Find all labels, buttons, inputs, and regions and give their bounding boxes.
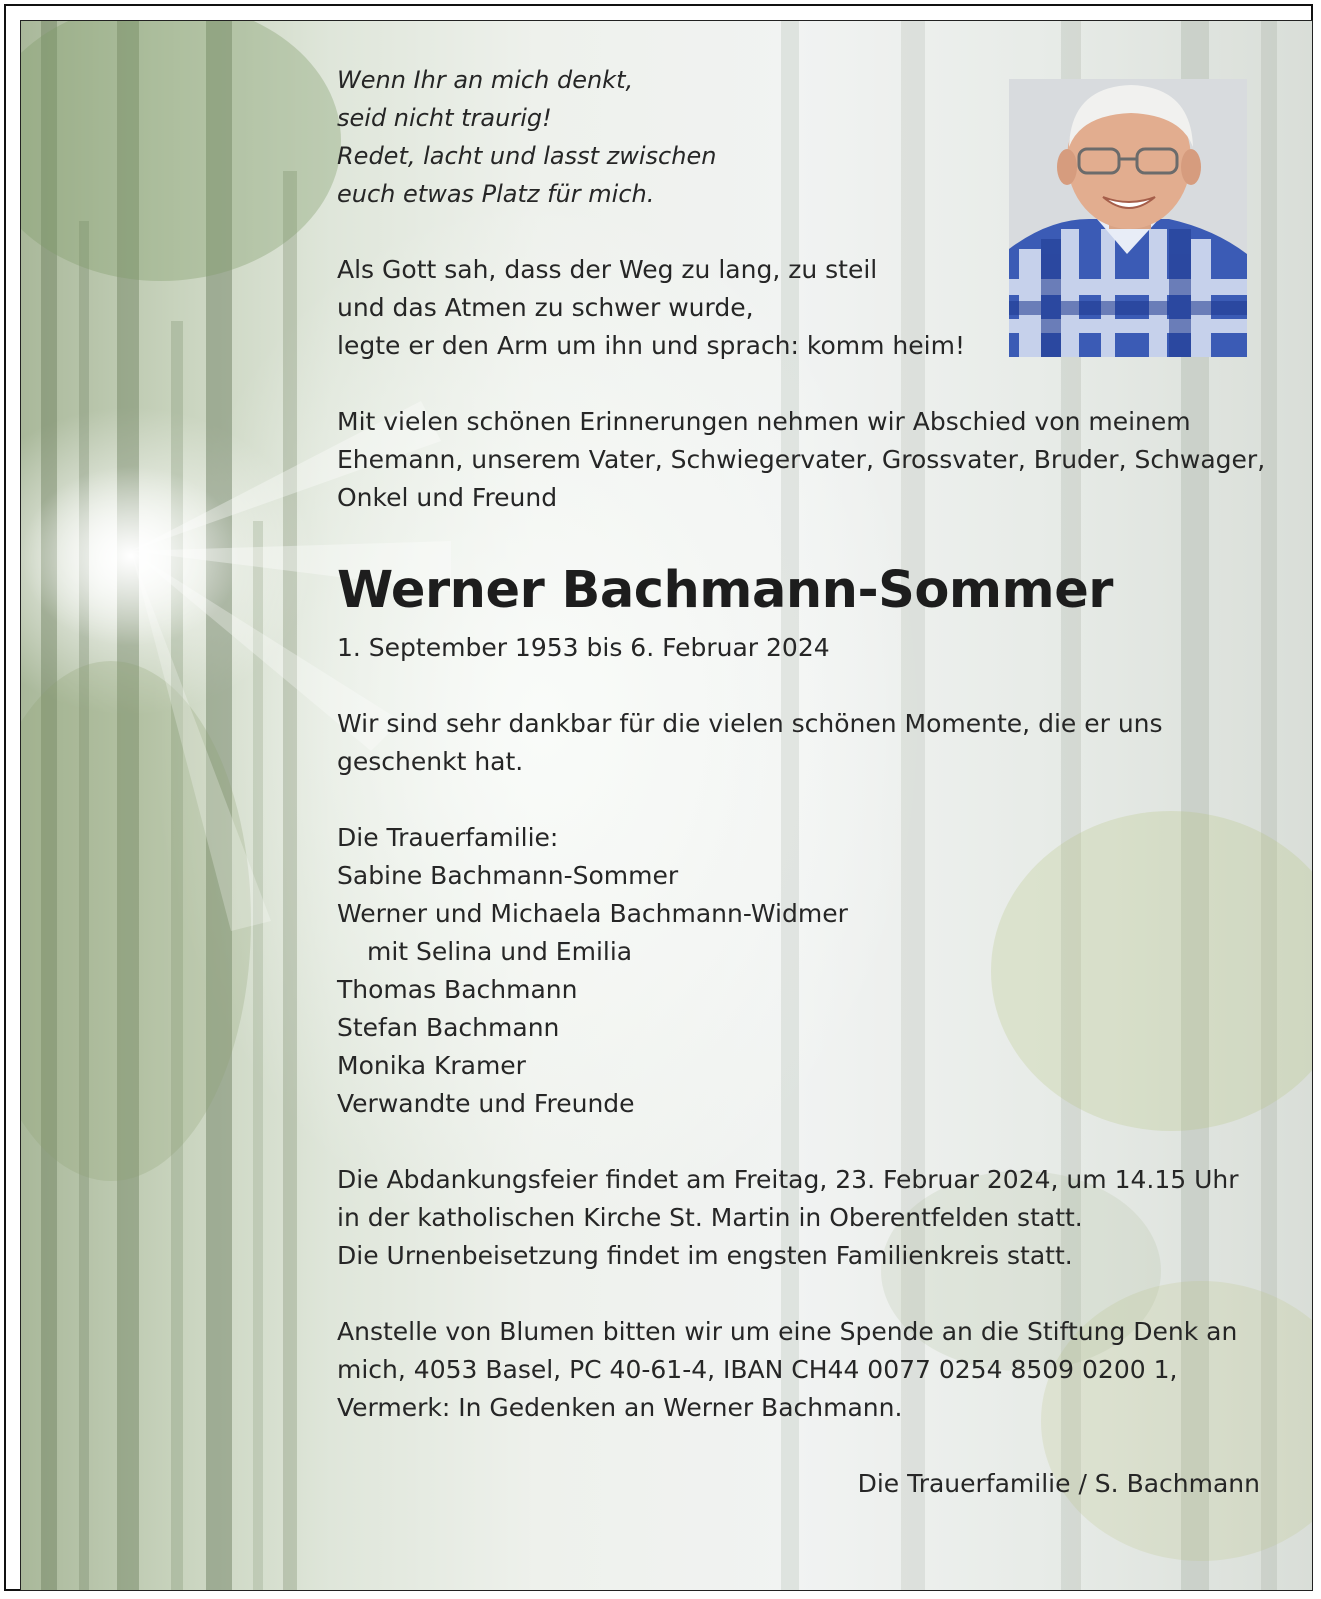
poem-line: euch etwas Platz für mich. xyxy=(337,180,655,208)
deceased-name: Werner Bachmann-Sommer xyxy=(337,561,1113,620)
gratitude-text xyxy=(337,705,1267,781)
family-list xyxy=(337,819,1267,1123)
ceremony-info xyxy=(337,1161,1267,1275)
donation-info xyxy=(337,1313,1267,1427)
life-dates: 1. September 1953 bis 6. Februar 2024 xyxy=(337,633,830,662)
verse-line: legte er den Arm um ihn und sprach: komm heim! xyxy=(337,331,965,360)
gratitude-line: geschenkt hat. xyxy=(337,747,524,776)
poem-line: Redet, lacht und lasst zwischen xyxy=(337,142,717,170)
family-heading: Die Trauerfamilie: xyxy=(337,823,559,852)
family-member: mit Selina und Emilia xyxy=(367,937,633,966)
farewell-line: Ehemann, unserem Vater, Schwiegervater, Grossvater, Bruder, Schwager, xyxy=(337,445,1266,474)
donation-line: Anstelle von Blumen bitten wir um eine Spende an die Stiftung Denk an xyxy=(337,1317,1238,1346)
donation-line: mich, 4053 Basel, PC 40-61-4, IBAN CH44 0077 0254 8509 0200 1, xyxy=(337,1355,1178,1384)
outer-border xyxy=(4,4,1313,1591)
ceremony-line: Die Abdankungsfeier findet am Freitag, 23. Februar 2024, um 14.15 Uhr xyxy=(337,1165,1239,1194)
obituary-text xyxy=(337,61,1267,1503)
ceremony-line: in der katholischen Kirche St. Martin in Oberentfelden statt. xyxy=(337,1203,1083,1232)
poem-line: seid nicht traurig! xyxy=(337,104,552,132)
poem xyxy=(337,61,1267,213)
obituary-card xyxy=(20,20,1313,1591)
farewell-line: Mit vielen schönen Erinnerungen nehmen wir Abschied von meinem xyxy=(337,407,1191,436)
farewell-text xyxy=(337,403,1267,517)
farewell-line: Onkel und Freund xyxy=(337,483,558,512)
poem-line: Wenn Ihr an mich denkt, xyxy=(337,66,634,94)
verse-line: und das Atmen zu schwer wurde, xyxy=(337,293,754,322)
family-member: Sabine Bachmann-Sommer xyxy=(337,861,679,890)
family-member: Monika Kramer xyxy=(337,1051,526,1080)
ceremony-line: Die Urnenbeisetzung findet im engsten Familienkreis statt. xyxy=(337,1241,1073,1270)
donation-line: Vermerk: In Gedenken an Werner Bachmann. xyxy=(337,1393,903,1422)
signature: Die Trauerfamilie / S. Bachmann xyxy=(857,1469,1260,1498)
verse xyxy=(337,251,1267,365)
gratitude-line: Wir sind sehr dankbar für die vielen schönen Momente, die er uns xyxy=(337,709,1163,738)
family-member: Stefan Bachmann xyxy=(337,1013,560,1042)
verse-line: Als Gott sah, dass der Weg zu lang, zu steil xyxy=(337,255,878,284)
family-member: Verwandte und Freunde xyxy=(337,1089,635,1118)
family-member: Werner und Michaela Bachmann-Widmer xyxy=(337,899,848,928)
family-member: Thomas Bachmann xyxy=(337,975,578,1004)
